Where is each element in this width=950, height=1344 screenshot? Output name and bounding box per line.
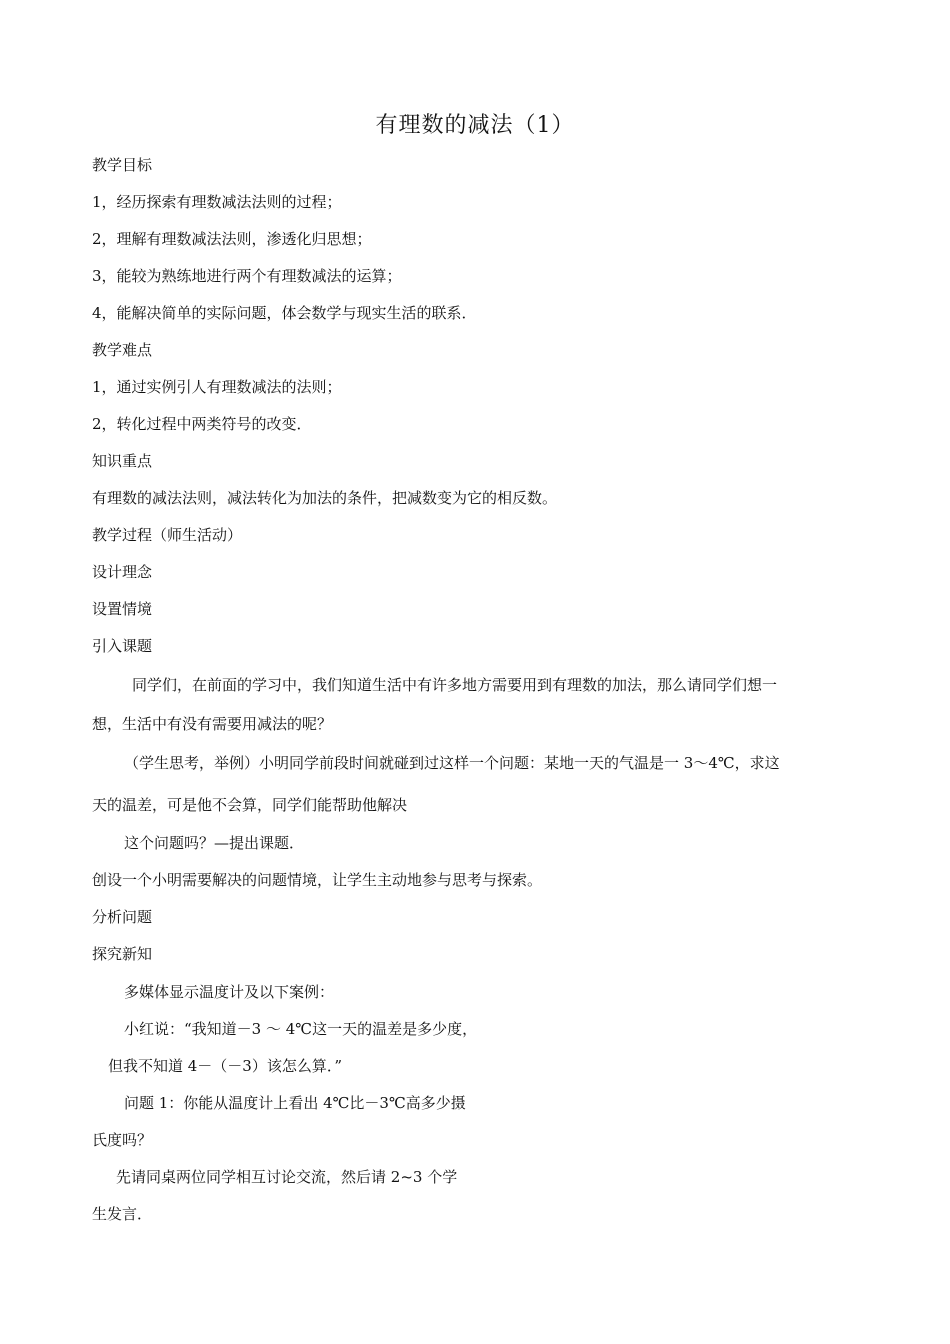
question-1-line-2: 氏度吗？ [92, 1131, 153, 1149]
xiaohong-quote-line-1: 小红说：“我知道－3 ～ 4℃这一天的温差是多少度， [124, 1020, 478, 1038]
discussion-line-1: 先请同桌两位同学相互讨论交流，然后请 2~3 个学 [116, 1168, 458, 1186]
discussion-line-2: 生发言． [92, 1205, 153, 1223]
paragraph-example-line-3: 这个问题吗？—提出课题． [124, 834, 305, 852]
heading-explore-new-knowledge: 探究新知 [92, 945, 153, 963]
goal-item-1: 1，经历探索有理数减法法则的过程； [92, 193, 342, 211]
difficulty-item-1: 1，通过实例引人有理数减法的法则； [92, 378, 342, 396]
paragraph-intro-line-1: 同学们，在前面的学习中，我们知道生活中有许多地方需要用到有理数的加法，那么请同学们想一 [132, 676, 778, 694]
xiaohong-quote-line-2: 但我不知道 4－（－3）该怎么算．” [108, 1057, 343, 1075]
goal-item-3: 3，能较为熟练地进行两个有理数减法的运算； [92, 267, 402, 285]
paragraph-example-line-2: 天的温差，可是他不会算，同学们能帮助他解决 [92, 796, 408, 814]
heading-teaching-difficulties: 教学难点 [92, 341, 153, 359]
paragraph-example-line-1: （学生思考，举例）小明同学前段时间就碰到过这样一个问题：某地一天的气温是一 3～4℃，求这 [124, 754, 780, 772]
question-1-line-1: 问题 1：你能从温度计上看出 4℃比－3℃高多少摄 [124, 1094, 466, 1112]
heading-key-knowledge: 知识重点 [92, 452, 153, 470]
multimedia-display-text: 多媒体显示温度计及以下案例： [124, 983, 335, 1001]
heading-teaching-process: 教学过程（师生活动） [92, 526, 243, 544]
design-note-text: 创设一个小明需要解决的问题情境，让学生主动地参与思考与探索。 [92, 871, 543, 889]
heading-set-scenario: 设置情境 [92, 600, 153, 618]
goal-item-2: 2，理解有理数减法法则，渗透化归思想； [92, 230, 372, 248]
document-title: 有理数的减法（1） [375, 113, 575, 138]
heading-analyze-problem: 分析问题 [92, 908, 153, 926]
heading-design-concept: 设计理念 [92, 563, 153, 581]
key-knowledge-text: 有理数的减法法则，减法转化为加法的条件，把减数变为它的相反数。 [92, 489, 558, 507]
goal-item-4: 4，能解决简单的实际问题，体会数学与现实生活的联系． [92, 304, 477, 322]
difficulty-item-2: 2，转化过程中两类符号的改变． [92, 415, 312, 433]
heading-teaching-goals: 教学目标 [92, 156, 153, 174]
heading-introduce-topic: 引入课题 [92, 637, 153, 655]
paragraph-intro-line-2: 想，生活中有没有需要用减法的呢？ [92, 715, 333, 733]
